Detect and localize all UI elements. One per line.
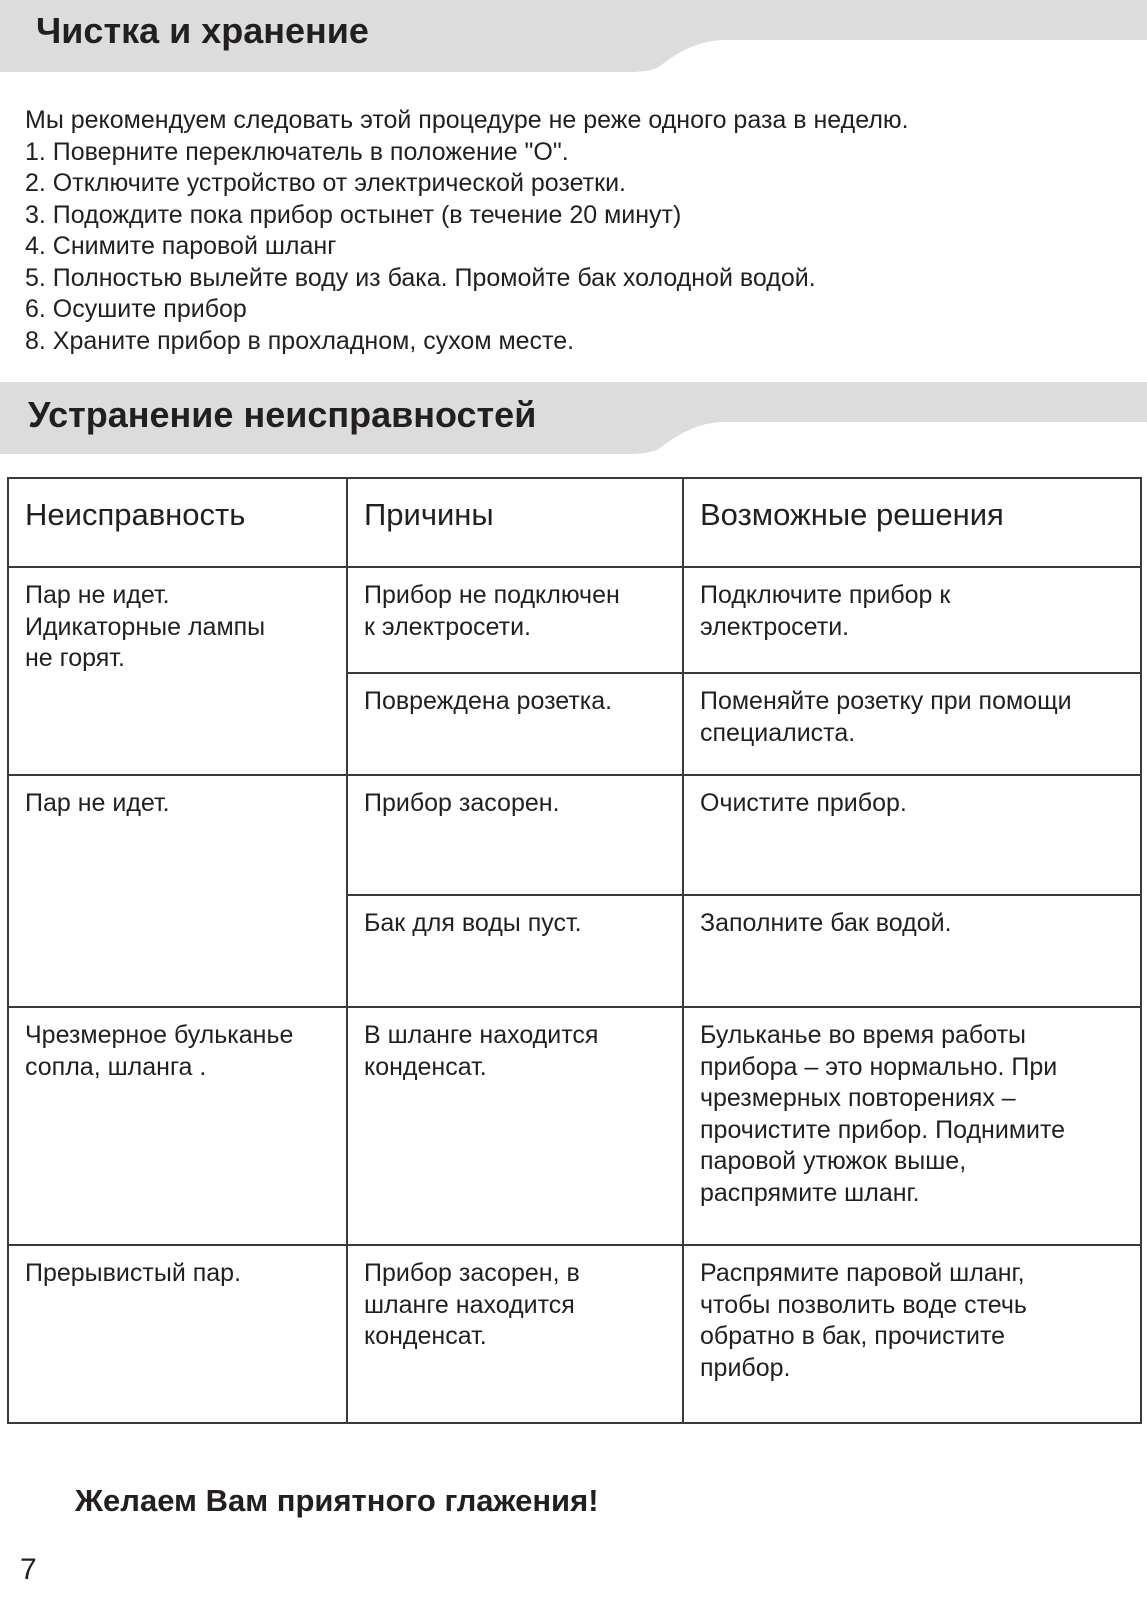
page-number: 7 (20, 1553, 37, 1586)
step-item: 2. Отключите устройство от электрической розетки. (25, 169, 626, 197)
cause-cell: В шланге находится конденсат. (347, 1007, 683, 1245)
table-header-row (8, 478, 1141, 567)
table-row (8, 1245, 1141, 1423)
troubleshooting-table (7, 477, 1142, 1424)
step-item: 3. Подождите пока прибор остынет (в течение 20 минут) (25, 200, 682, 229)
cause-cell: Бак для воды пуст. (347, 895, 683, 1007)
cause-cell: Повреждена розетка. (347, 673, 683, 775)
solution-cell: Очистите прибор. (683, 775, 1141, 895)
fault-cell: Прерывистый пар. (8, 1245, 347, 1423)
section-banner-troubleshooting (0, 382, 1147, 454)
fault-cell: Пар не идет. (8, 775, 347, 1007)
solution-cell: Подключите прибор к электросети. (683, 567, 1141, 673)
table-row (8, 775, 1141, 895)
header-causes: Причины (347, 478, 683, 567)
step-item: 4. Снимите паровой шланг (25, 232, 337, 260)
step-item: 8. Храните прибор в прохладном, сухом месте. (25, 326, 575, 355)
solution-cell: Распрямите паровой шланг, чтобы позволить воде стечь обратно в бак, прочистите прибор. (683, 1245, 1141, 1423)
header-solutions: Возможные решения (683, 478, 1141, 567)
cleaning-intro: Мы рекомендуем следовать этой процедуре не реже одного раза в неделю. (25, 106, 909, 134)
closing-message: Желаем Вам приятного глажения! (75, 1483, 599, 1518)
step-item: 5. Полностью вылейте воду из бака. Промойте бак холодной водой. (25, 263, 816, 292)
solution-cell: Поменяйте розетку при помощи специалиста. (683, 673, 1141, 775)
cleaning-steps (25, 137, 1125, 358)
solution-cell: Заполните бак водой. (683, 895, 1141, 1007)
header-fault: Неисправность (8, 478, 347, 567)
fault-cell: Чрезмерное бульканье сопла, шланга . (8, 1007, 347, 1245)
table-row (8, 1007, 1141, 1245)
fault-cell: Пар не идет. Идикаторные лампы не горят. (8, 567, 347, 775)
table-row (8, 567, 1141, 673)
step-item: 1. Поверните переключатель в положение "О". (25, 137, 569, 166)
solution-cell: Бульканье во время работы прибора – это нормально. При чрезмерных повторениях – прочистите прибор. Поднимите паровой утюжок выше, распрямите шланг. (683, 1007, 1141, 1245)
step-item: 6. Осушите прибор (25, 295, 247, 323)
section-title-cleaning: Чистка и хранение (36, 10, 369, 51)
cause-cell: Прибор не подключен к электросети. (347, 567, 683, 673)
cause-cell: Прибор засорен. (347, 775, 683, 895)
cleaning-instructions (25, 105, 1125, 357)
cause-cell: Прибор засорен, в шланге находится конденсат. (347, 1245, 683, 1423)
section-title-troubleshooting: Устранение неисправностей (28, 394, 537, 435)
section-banner-cleaning (0, 0, 1147, 72)
